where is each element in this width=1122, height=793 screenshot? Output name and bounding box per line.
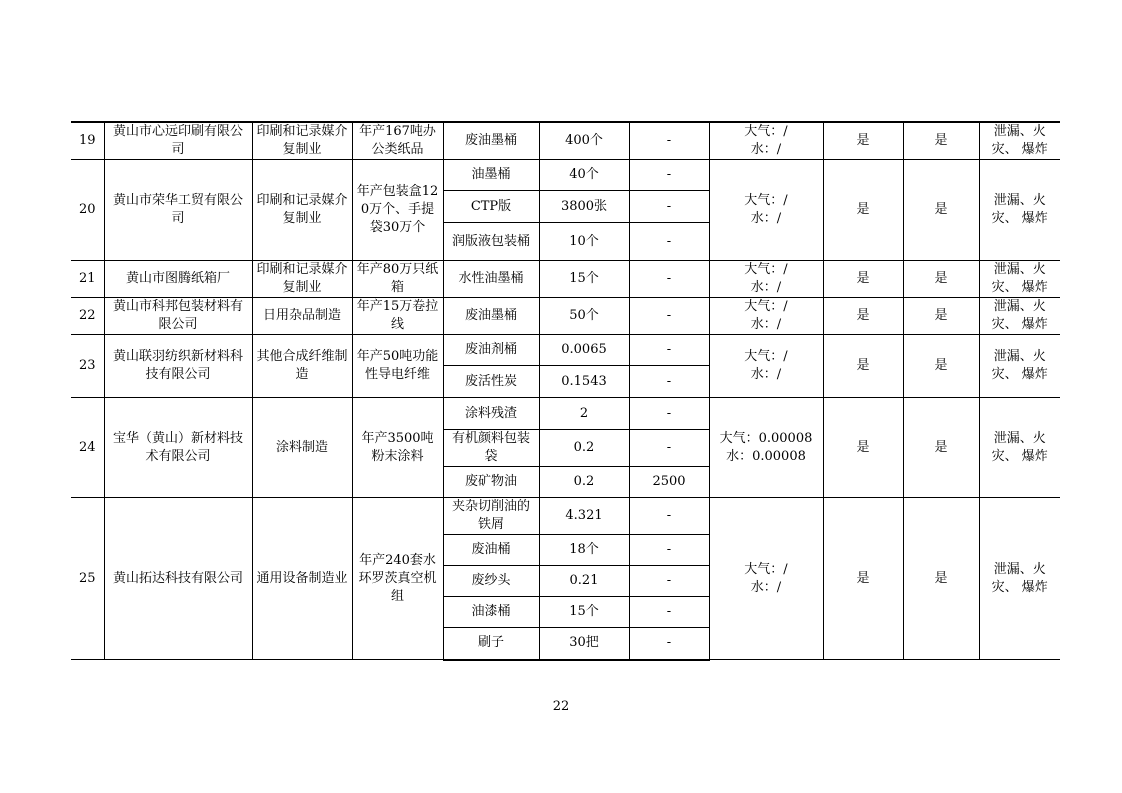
- industry-cell: 印刷和记录媒介复制业: [252, 122, 352, 160]
- product-scale-cell: 年产167吨办公类纸品: [352, 122, 443, 160]
- risk-table-container: [71, 121, 1060, 661]
- quantity-cell: 0.21: [539, 566, 629, 597]
- company-name-cell: 黄山市图腾纸箱厂: [104, 261, 252, 298]
- row-number-cell: 24: [71, 398, 104, 498]
- table-row: [71, 335, 1060, 366]
- atmosphere-water-cell: 大气：/ 水：/: [709, 335, 823, 398]
- flag-cell-1: 是: [823, 398, 903, 498]
- table-row: [71, 261, 1060, 298]
- threshold-cell: -: [629, 223, 709, 261]
- substance-name-cell: 废油墨桶: [443, 122, 539, 160]
- substance-name-cell: 涂料残渣: [443, 398, 539, 430]
- substance-name-cell: 废油墨桶: [443, 298, 539, 335]
- substance-name-cell: 夹杂切削油的铁屑: [443, 498, 539, 535]
- quantity-cell: 4.321: [539, 498, 629, 535]
- table-row: [71, 298, 1060, 335]
- threshold-cell: -: [629, 430, 709, 467]
- threshold-cell: -: [629, 160, 709, 191]
- hazard-type-cell: 泄漏、火灾、 爆炸: [979, 335, 1060, 398]
- company-name-cell: 黄山市科邦包装材料有限公司: [104, 298, 252, 335]
- atmosphere-water-cell: 大气：0.00008 水：0.00008: [709, 398, 823, 498]
- company-name-cell: 黄山拓达科技有限公司: [104, 498, 252, 660]
- threshold-cell: -: [629, 566, 709, 597]
- substance-name-cell: 有机颜料包装袋: [443, 430, 539, 467]
- flag-cell-2: 是: [903, 498, 979, 660]
- enterprise-risk-table: [71, 121, 1060, 661]
- product-scale-cell: 年产80万只纸箱: [352, 261, 443, 298]
- substance-name-cell: 废矿物油: [443, 467, 539, 498]
- table-row: [71, 498, 1060, 535]
- quantity-cell: 18个: [539, 535, 629, 566]
- industry-cell: 日用杂品制造: [252, 298, 352, 335]
- quantity-cell: 3800张: [539, 191, 629, 223]
- substance-name-cell: 废纱头: [443, 566, 539, 597]
- substance-name-cell: 油漆桶: [443, 597, 539, 628]
- hazard-type-cell: 泄漏、火灾、 爆炸: [979, 122, 1060, 160]
- hazard-type-cell: 泄漏、火灾、 爆炸: [979, 160, 1060, 261]
- quantity-cell: 0.1543: [539, 366, 629, 398]
- threshold-cell: -: [629, 335, 709, 366]
- table-row: [71, 122, 1060, 160]
- threshold-cell: -: [629, 366, 709, 398]
- hazard-type-cell: 泄漏、火灾、 爆炸: [979, 261, 1060, 298]
- substance-name-cell: 油墨桶: [443, 160, 539, 191]
- flag-cell-2: 是: [903, 122, 979, 160]
- product-scale-cell: 年产包装盒120万个、手提袋30万个: [352, 160, 443, 261]
- table-row: [71, 160, 1060, 191]
- threshold-cell: -: [629, 597, 709, 628]
- hazard-type-cell: 泄漏、火灾、 爆炸: [979, 498, 1060, 660]
- threshold-cell: -: [629, 628, 709, 660]
- product-scale-cell: 年产3500吨粉末涂料: [352, 398, 443, 498]
- flag-cell-2: 是: [903, 398, 979, 498]
- industry-cell: 涂料制造: [252, 398, 352, 498]
- industry-cell: 印刷和记录媒介复制业: [252, 160, 352, 261]
- product-scale-cell: 年产15万卷拉线: [352, 298, 443, 335]
- threshold-cell: -: [629, 535, 709, 566]
- flag-cell-2: 是: [903, 261, 979, 298]
- industry-cell: 通用设备制造业: [252, 498, 352, 660]
- quantity-cell: 15个: [539, 261, 629, 298]
- flag-cell-1: 是: [823, 298, 903, 335]
- threshold-cell: -: [629, 261, 709, 298]
- table-row: [71, 398, 1060, 430]
- substance-name-cell: 废活性炭: [443, 366, 539, 398]
- industry-cell: 其他合成纤维制造: [252, 335, 352, 398]
- quantity-cell: 10个: [539, 223, 629, 261]
- substance-name-cell: 废油剂桶: [443, 335, 539, 366]
- threshold-cell: -: [629, 398, 709, 430]
- substance-name-cell: 废油桶: [443, 535, 539, 566]
- company-name-cell: 黄山市心远印刷有限公司: [104, 122, 252, 160]
- threshold-cell: -: [629, 498, 709, 535]
- quantity-cell: 30把: [539, 628, 629, 660]
- row-number-cell: 19: [71, 122, 104, 160]
- flag-cell-1: 是: [823, 122, 903, 160]
- industry-cell: 印刷和记录媒介复制业: [252, 261, 352, 298]
- quantity-cell: 0.2: [539, 430, 629, 467]
- company-name-cell: 宝华（黄山）新材料技术有限公司: [104, 398, 252, 498]
- atmosphere-water-cell: 大气：/ 水：/: [709, 498, 823, 660]
- quantity-cell: 2: [539, 398, 629, 430]
- flag-cell-2: 是: [903, 160, 979, 261]
- quantity-cell: 0.2: [539, 467, 629, 498]
- atmosphere-water-cell: 大气：/ 水：/: [709, 261, 823, 298]
- product-scale-cell: 年产240套水环罗茨真空机组: [352, 498, 443, 660]
- threshold-cell: -: [629, 298, 709, 335]
- flag-cell-1: 是: [823, 335, 903, 398]
- substance-name-cell: 润版液包装桶: [443, 223, 539, 261]
- product-scale-cell: 年产50吨功能性导电纤维: [352, 335, 443, 398]
- flag-cell-1: 是: [823, 160, 903, 261]
- threshold-cell: 2500: [629, 467, 709, 498]
- atmosphere-water-cell: 大气：/ 水：/: [709, 122, 823, 160]
- row-number-cell: 25: [71, 498, 104, 660]
- flag-cell-2: 是: [903, 335, 979, 398]
- flag-cell-1: 是: [823, 498, 903, 660]
- substance-name-cell: 刷子: [443, 628, 539, 660]
- row-number-cell: 20: [71, 160, 104, 261]
- company-name-cell: 黄山联羽纺织新材料科技有限公司: [104, 335, 252, 398]
- quantity-cell: 15个: [539, 597, 629, 628]
- row-number-cell: 23: [71, 335, 104, 398]
- row-number-cell: 22: [71, 298, 104, 335]
- quantity-cell: 50个: [539, 298, 629, 335]
- hazard-type-cell: 泄漏、火灾、 爆炸: [979, 398, 1060, 498]
- threshold-cell: -: [629, 122, 709, 160]
- quantity-cell: 40个: [539, 160, 629, 191]
- quantity-cell: 400个: [539, 122, 629, 160]
- company-name-cell: 黄山市荣华工贸有限公司: [104, 160, 252, 261]
- atmosphere-water-cell: 大气：/ 水：/: [709, 298, 823, 335]
- row-number-cell: 21: [71, 261, 104, 298]
- atmosphere-water-cell: 大气：/ 水：/: [709, 160, 823, 261]
- flag-cell-2: 是: [903, 298, 979, 335]
- substance-name-cell: 水性油墨桶: [443, 261, 539, 298]
- page-number: 22: [552, 699, 570, 714]
- quantity-cell: 0.0065: [539, 335, 629, 366]
- threshold-cell: -: [629, 191, 709, 223]
- flag-cell-1: 是: [823, 261, 903, 298]
- substance-name-cell: CTP版: [443, 191, 539, 223]
- hazard-type-cell: 泄漏、火灾、 爆炸: [979, 298, 1060, 335]
